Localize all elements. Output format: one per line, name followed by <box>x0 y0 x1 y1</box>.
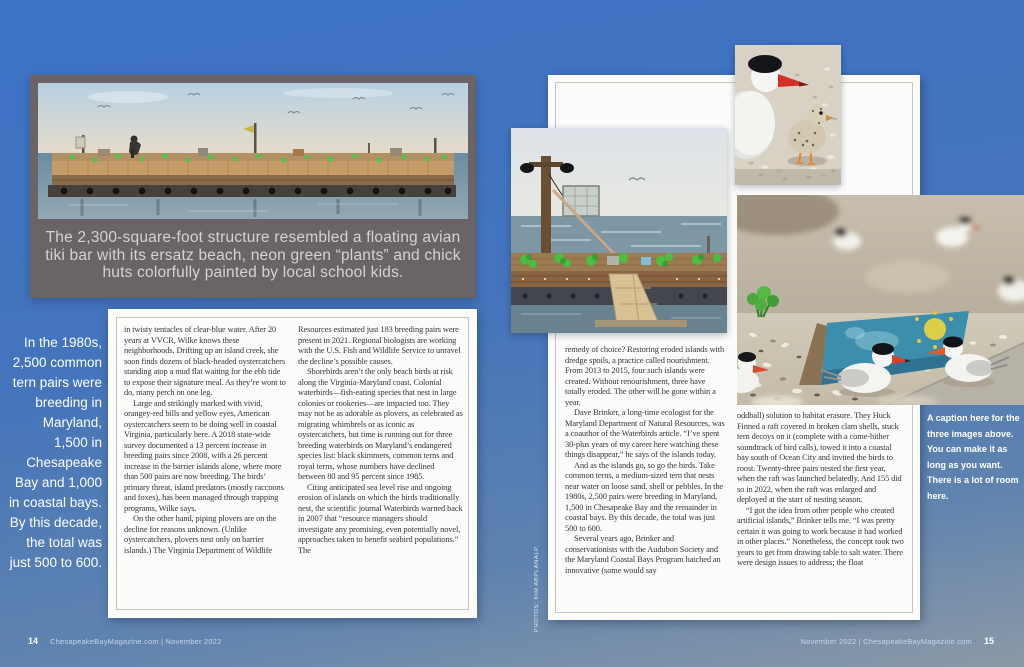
text-column-2 <box>298 325 463 556</box>
right-page-folio <box>800 636 994 646</box>
paragraph: Several years ago, Brinker and conservationists with the Audubon Society and the Maryland Coastal Bays Program hatched an innovative (some would say <box>565 534 721 575</box>
side-caption: A caption here for the three images above. You can make it as long as you want. There is a lot of room here. <box>927 413 1020 501</box>
paragraph: remedy of choice? Restoring eroded islands with dredge spoils, a practice called nourishment. From 2013 to 2015, four such islands were created. Without renourishment, three have totally eroded. The other will be gone within a year. <box>565 345 725 407</box>
left-folio-text: ChesapeakeBayMagazine.com | November 2022 <box>50 637 222 646</box>
hero-raft-panorama-photo <box>38 83 468 219</box>
left-page-number: 14 <box>28 636 39 646</box>
right-folio-text: November 2022 | ChesapeakeBayMagazine.com <box>800 637 972 646</box>
paragraph: Shorebirds aren’t the only beach birds at risk along the Virginia-Maryland coast. Colonial waterbirds—fish-eating species that nest in large colonies or rookeries—are impacted too. They may not be as adorable as plovers, as celebrated as migrating whimbrels or as iconic as oystercatchers, but time is running out for three breeding waterbirds on Maryland’s endangered species list: black skimmers, common terns and royal terns, whose numbers have declined between 80 and 95 percent since 1985. <box>298 367 463 481</box>
raft-base <box>48 185 456 197</box>
text-column-1 <box>124 325 286 556</box>
beach-terns-photo <box>737 195 1024 405</box>
tern-chick-photo <box>735 45 841 185</box>
paragraph: Resources estimated just 183 breeding pairs were present in 2021. Regional biologists are working with the U.S. Fish and Wildlife Service to unravel the decline’s possible causes. <box>298 325 461 366</box>
photo-credit: PHOTOS: KIM ABPLANALP <box>534 546 540 632</box>
paragraph: Citing anticipated sea level rise and ongoing erosion of islands on which the birds traditionally nest, the scientific journal Waterbirds warned back in 2007 that “resource managers should investigate any promising, even potentially novel, approaches taken to benefit seabird populations.” The <box>298 482 463 555</box>
text-column-3 <box>565 345 726 576</box>
paragraph: Large and strikingly marked with vivid, orangey-red bills and yellow eyes, American oystercatchers seem to be doing well in coastal Virginia, particularly here. A 2018 state-wide survey documented a 13 percent increase in breeding pairs since 2008, with a 26 percent increase in the barrier islands alone, where more than 500 pairs are now breeding. The birds’ primary threat, island predators (mostly raccoons and foxes), has been managed through trapping programs, Wilke says. <box>124 398 284 513</box>
paragraph: “I got the idea from other people who created artificial islands,” Brinker tells me. “I was pretty certain it was going to work because it had worked in other places.” Nonetheless, the concept took two years to get from drawing table to salt water. There were design issues to address; the float <box>737 505 904 567</box>
left-page-sheet <box>108 309 477 618</box>
right-page-number: 15 <box>983 636 994 646</box>
text-column-4 <box>737 411 905 569</box>
paragraph: On the other hand, piping plovers are on the decline for reasons unknown. (Unlike oystercatchers, plovers nest only on barrier islands.) The Virginia Department of Wildlife <box>124 514 277 555</box>
paragraph: in twisty tentacles of clear-blue water. After 20 years at VVCR, Wilke knows these neighborhoods. Drifting up an island creek, she soon finds dozens of black-headed oystercatchers standing atop a mud flat waiting for the ebb tide to expose their signature meal. As they’re wont to do, many perch on one leg. <box>124 325 286 397</box>
hero-caption-box <box>30 75 476 298</box>
raft-closeup-photo <box>511 128 727 333</box>
paragraph: oddball) solution to habitat erasure. They Huck Finned a raft covered in broken clam shells, stuck tern decoys on it (complete with a come-hither soundtrack of bird calls), towed it into a coastal bay south of Ocean City and invited the birds to roost. Twenty-three pairs nested the first year, when the raft was launched belatedly. And 155 did so in 2022, when the raft was enlarged and deployed at the start of nesting season. <box>737 411 902 504</box>
raft-closeup-illustration <box>511 128 727 333</box>
raft-panorama-illustration <box>38 83 468 219</box>
left-page-folio <box>28 636 222 646</box>
paragraph: And as the islands go, so go the birds. Take common terns, a medium-sized tern that nests near water on loose sand, shell or pebbles. In the 1980s, 2,500 pairs were breeding in Maryland, 1,500 in Chesapeake Bay and the remainder in coastal bays. By this decade, the total was just 500 to 600. <box>565 460 724 533</box>
pull-quote: In the 1980s, 2,500 common tern pairs were breeding in Maryland, 1,500 in Chesapeake Bay and 1,000 in coastal bays. By this decade, the total was just 500 to 600. <box>8 335 102 570</box>
beach-terns-illustration <box>737 195 1024 405</box>
paragraph: Dave Brinker, a long-time ecologist for the Maryland Department of Natural Resources, was a coauthor of the Waterbirds article. “I’ve spent 30-plus years of my career here watching these things disappear,” he says of the islands today. <box>565 408 725 459</box>
hero-caption: The 2,300-square-foot structure resembled a floating avian tiki bar with its ersatz beach, neon green “plants” and chick huts colorfully painted by local school kids. <box>45 229 461 281</box>
raft-deck <box>52 148 454 185</box>
tern-chick-illustration <box>735 45 841 185</box>
